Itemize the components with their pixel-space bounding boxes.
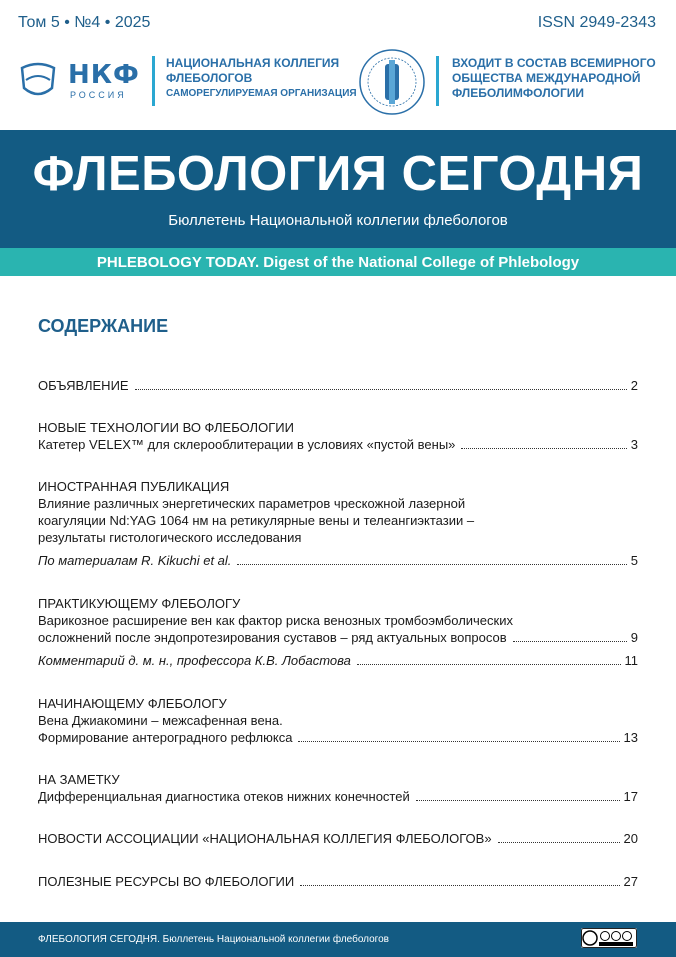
toc-entry-line[interactable]: Вена Джиакомини – межсафенная вена.: [38, 713, 283, 728]
page-number: 3: [630, 437, 638, 452]
toc-entry[interactable]: [38, 377, 638, 394]
section-title: НАЧИНАЮЩЕМУ ФЛЕБОЛОГУ: [38, 696, 227, 711]
leader-dots: [357, 664, 621, 665]
world-line-3: ФЛЕБОЛИМФОЛОГИИ: [452, 86, 584, 100]
toc-entry[interactable]: [38, 652, 638, 669]
leader-dots: [416, 800, 620, 801]
college-line-2: ФЛЕБОЛОГОВ: [166, 71, 253, 85]
world-society-note: [452, 56, 656, 101]
toc-section: [38, 478, 638, 569]
toc-entry-line[interactable]: результаты гистологического исследования: [38, 530, 302, 545]
toc-entry-title: ПОЛЕЗНЫЕ РЕСУРСЫ ВО ФЛЕБОЛОГИИ: [38, 874, 295, 889]
toc-entry[interactable]: [38, 873, 638, 890]
journal-title: ФЛЕБОЛОГИЯ СЕГОДНЯ: [32, 147, 644, 201]
toc-section: [38, 595, 638, 669]
page-number: 9: [630, 630, 638, 645]
page-number: 17: [623, 789, 638, 804]
section-title: ИНОСТРАННАЯ ПУБЛИКАЦИЯ: [38, 479, 230, 494]
toc-entry-note: Комментарий д. м. н., профессора К.В. Лобастова: [38, 653, 351, 668]
toc-entry-line[interactable]: Влияние различных энергетических параметров чрескожной лазерной: [38, 496, 466, 511]
toc-section: [38, 695, 638, 746]
divider: [152, 56, 155, 106]
college-line-3: САМОРЕГУЛИРУЕМАЯ ОРГАНИЗАЦИЯ: [166, 88, 357, 99]
logo-abbreviation: НКФ: [68, 60, 140, 90]
toc-section: [38, 377, 638, 394]
issue-info: Том 5 • №4 • 2025: [18, 14, 151, 31]
toc-entry[interactable]: [38, 830, 638, 847]
college-line-1: НАЦИОНАЛЬНАЯ КОЛЛЕГИЯ: [166, 56, 340, 70]
toc-section: [38, 873, 638, 890]
footer-text: ФЛЕБОЛОГИЯ СЕГОДНЯ. Бюллетень Национальной коллегии флебологов: [38, 934, 389, 945]
toc-entry-title: Катетер VELEX™ для склерооблитерации в условиях «пустой вены»: [38, 437, 456, 452]
world-line-1: ВХОДИТ В СОСТАВ ВСЕМИРНОГО: [452, 56, 656, 70]
toc-section: [38, 771, 638, 805]
toc-heading: СОДЕРЖАНИЕ: [38, 316, 169, 336]
divider: [436, 56, 439, 106]
toc-entry[interactable]: [38, 552, 638, 569]
leader-dots: [237, 564, 626, 565]
toc-entry-title: ОБЪЯВЛЕНИЕ: [38, 378, 129, 393]
page-number: 27: [623, 874, 638, 889]
toc-entry-note: По материалам R. Kikuchi et al.: [38, 553, 232, 568]
toc-entry-title: НОВОСТИ АССОЦИАЦИИ «НАЦИОНАЛЬНАЯ КОЛЛЕГИЯ ФЛЕБОЛОГОВ»: [38, 831, 492, 846]
leader-dots: [298, 741, 619, 742]
leader-dots: [135, 389, 627, 390]
toc-entry-title: осложнений после эндопротезирования суставов – ряд актуальных вопросов: [38, 630, 507, 645]
page-number: 5: [630, 553, 638, 568]
leader-dots: [498, 842, 620, 843]
world-line-2: ОБЩЕСТВА МЕЖДУНАРОДНОЙ: [452, 71, 641, 85]
nkf-shield-icon: [18, 60, 58, 100]
toc-entry[interactable]: [38, 788, 638, 805]
toc-section: [38, 419, 638, 453]
toc-entry-title: Формирование антероградного рефлюкса: [38, 730, 293, 745]
uip-seal-icon: [356, 46, 428, 118]
logo-country: РОССИЯ: [70, 90, 127, 100]
toc-entry-line[interactable]: Варикозное расширение вен как фактор риска венозных тромбоэмболических: [38, 613, 513, 628]
page-number: 2: [630, 378, 638, 393]
english-title: PHLEBOLOGY TODAY. Digest of the National College of Phlebology: [96, 254, 580, 271]
creative-commons-license-icon[interactable]: [581, 928, 637, 948]
nkf-logo: [18, 58, 138, 104]
leader-dots: [461, 448, 626, 449]
page-number: 13: [623, 730, 638, 745]
toc-entry[interactable]: [38, 436, 638, 453]
journal-subtitle: Бюллетень Национальной коллегии флебологов: [168, 212, 508, 229]
toc-entry-title: Дифференциальная диагностика отеков нижних конечностей: [38, 789, 410, 804]
page-number: 11: [624, 653, 638, 668]
section-title: НА ЗАМЕТКУ: [38, 772, 120, 787]
toc-entry[interactable]: [38, 729, 638, 746]
section-title: НОВЫЕ ТЕХНОЛОГИИ ВО ФЛЕБОЛОГИИ: [38, 420, 294, 435]
issn-number: ISSN 2949-2343: [537, 14, 656, 31]
college-name: [166, 56, 357, 101]
toc-section: [38, 830, 638, 847]
leader-dots: [300, 885, 619, 886]
masthead: [0, 0, 676, 130]
leader-dots: [513, 641, 627, 642]
toc-entry[interactable]: [38, 629, 638, 646]
page-number: 20: [623, 831, 638, 846]
section-title: ПРАКТИКУЮЩЕМУ ФЛЕБОЛОГУ: [38, 596, 241, 611]
toc-entry-line[interactable]: коагуляции Nd:YAG 1064 нм на ретикулярные вены и телеангиэктазии –: [38, 513, 475, 528]
